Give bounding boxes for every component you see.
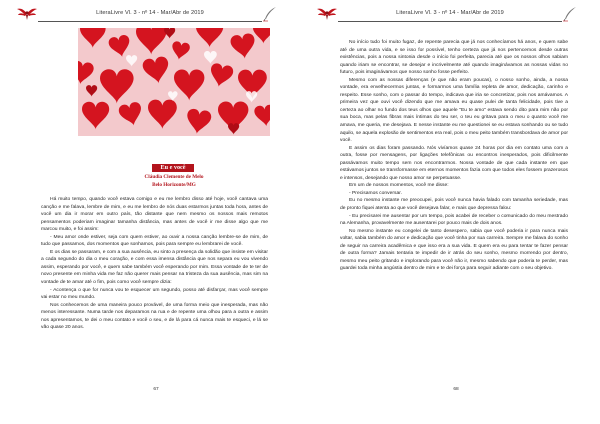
page-number: 67 <box>153 387 159 392</box>
page-number: 68 <box>453 387 459 392</box>
left-body-text <box>41 196 268 332</box>
paragraph: Há muito tempo, quando você estava comigo e eu me lembro disso até hoje, você cantava uma canção e me falava, lembre de mim, e eu me lembro de nós duas estarmos juntas toda hora, antes de você um dia ir morar em outro país, tão distante que nem mesmo os nossos mais remotos pensamentos poderiam imaginar tamanha distância, mas antes de você ir me disse algo que me marcou muito, e foi assim: <box>41 197 268 233</box>
paragraph: E os dias se passaram, e com a sua ausência, eu sinto a presença da solidão que insiste em visitar a cada segundo do dia o meu coração, e com essa imensa distância que nos separa eu vou vivendo assim, esperando por você, e quem sabe também você esperando por mim. Essa vontade de te ter de novo presente em minha vida me faz não querer mais pensar na tristeza da sua ausência, mas sim na vontade de te amar até o fim, pois como você sempre dizia: <box>41 249 268 286</box>
header-rule <box>38 21 262 22</box>
paragraph: No início tudo foi muito fugaz, de repente parecia que já nos conhecíamos há anos, e quem sabe até de uma outra vida, e se isso for possível, tenho certeza que já nos pertencemos desde outras existências, pois a nossa sintonia desde o início foi perfeita, parecia até que os nossos olhos sabiam quando iriam se encontrar, se desejar e incrivelmente até quando imaginávamos as nossas vidas no futuro, pois imaginávamos que nosso sonho fosse perfeito. <box>340 40 568 76</box>
left-page-header <box>0 3 300 23</box>
right-body-text <box>340 39 568 273</box>
paragraph: Em um de nossos momentos, você me disse: <box>349 183 449 189</box>
paragraph: Nos conhecemos de uma maneira pouco provável, de uma forma meio que inesperada, mas não menos interessante. Numa tarde nos deparamos na rua e de repente uma olhou para a outra e assim nos apresentamos, te dei o meu contato e você o seu, e de lá para cá nunca mais te esqueci, e lá se vão quase 20 anos. <box>41 302 268 331</box>
author-name: Cláudia Clemente de Melo <box>144 174 204 180</box>
quill-pen-icon <box>262 6 278 22</box>
paragraph: - Eu precisarei me ausentar por um tempo, pois acabei de receber o comunicado do meu mestrado na Alemanha, provavelmente me ausentarei por pouco mais de dois anos. <box>340 213 568 227</box>
hearts-illustration <box>78 28 270 136</box>
header-text: LiteraLivre Vl. 3 - nº 14 - Mar/Abr de 2019 <box>96 10 204 16</box>
quill-pen-icon <box>562 6 578 22</box>
author-block <box>110 174 238 189</box>
paragraph: - Acontença o que for nunca vou te esquecer um segundo, posso até disfarçar, mas você sempre vai estar no meu mundo. <box>41 287 268 301</box>
hearts-image <box>78 28 270 136</box>
header-rule <box>338 21 562 22</box>
paragraph: Mesmo com as nossas diferenças (e que não eram poucas), o nosso sonho, ainda, a nossa vontade, era envelhecermos juntas, e formarmos uma família repleta de amor, dedicação, carinho e respeito. Esse sonho, com o passar do tempo, indicava que iria se concretizar, pois nos amávamos. A primeira vez que ouvi você dizendo que me amava eu quase pulei de tanta felicidade, pois tive a certeza ao olhar no fundo dos teus olhos que aquele "Eu te amo" estava sendo dito para mim não por sua boca, mas pelas fibras mais íntimas do teu ser, o teu eu gritava para o meu o quanto você me amava, me queria, me desejava. E nesse instante eu me questionei se eu estava sonhando ou se tudo aquilo, se aquela explosão de sentimentos era real, pois o meu peito também transbordava de amor por você. <box>340 77 568 144</box>
paragraph: - Meu amor onde estiver, seja com quem estiver, ao ouvir a nossa canção lembre-se de mim, de tudo que passamos, dos momentos que sonhamos, pois para sempre eu lembrarei de você. <box>41 234 268 248</box>
paragraph: Eu no mesmo instante me preocupei, pois você nunca havia falado com tamanha seriedade, mas de pronto fiquei atenta ao que você desejava falar, e mais que depressa falou: <box>340 198 568 212</box>
right-page-header <box>300 3 600 23</box>
paragraph: E assim os dias foram passando. Nós vivíamos quase 24 horas por dia em contato uma com a outra, fosse por mensagens, por ligações telefônicas ou encontros inesperados, pois dificilmente passávamos muito tempo sem nos encontrarmos. Nossa vontade de que cada instante em que estávamos juntos se transformasse em eternos momentos fazia com que todos eles fossem prazerosos e intensos, desejando que nosso amor se perpetuasse. <box>340 145 568 181</box>
header-text: LiteraLivre Vl. 3 - nº 14 - Mar/Abr de 2019 <box>396 10 504 16</box>
author-location: Belo Horizonte/MG <box>152 181 196 188</box>
story-title: Eu e você <box>152 164 194 172</box>
paragraph: No mesmo instante eu congelei de tanto desespero, sabia que você poderia ir para nunca mais voltar, sabia também do amor e dedicação que você tinha por sua carreira. Sempre me falava do sonho de seguir na carreira acadêmica e que isso era a sua vida. E quem era eu para tentar te fazer pensar de outra forma? Jamais tentaria te impedir de ir atrás do seu sonho, mesmo morrendo por dentro, mesmo meu peito gritando e implorando para você não ir, mesmo sabendo que poderia te perder, mas guardei toda minha angústia dentro de mim e te dei força para seguir adiante com o seu objetivo. <box>340 228 568 272</box>
paragraph: - Precisamos conversar. <box>349 190 402 196</box>
